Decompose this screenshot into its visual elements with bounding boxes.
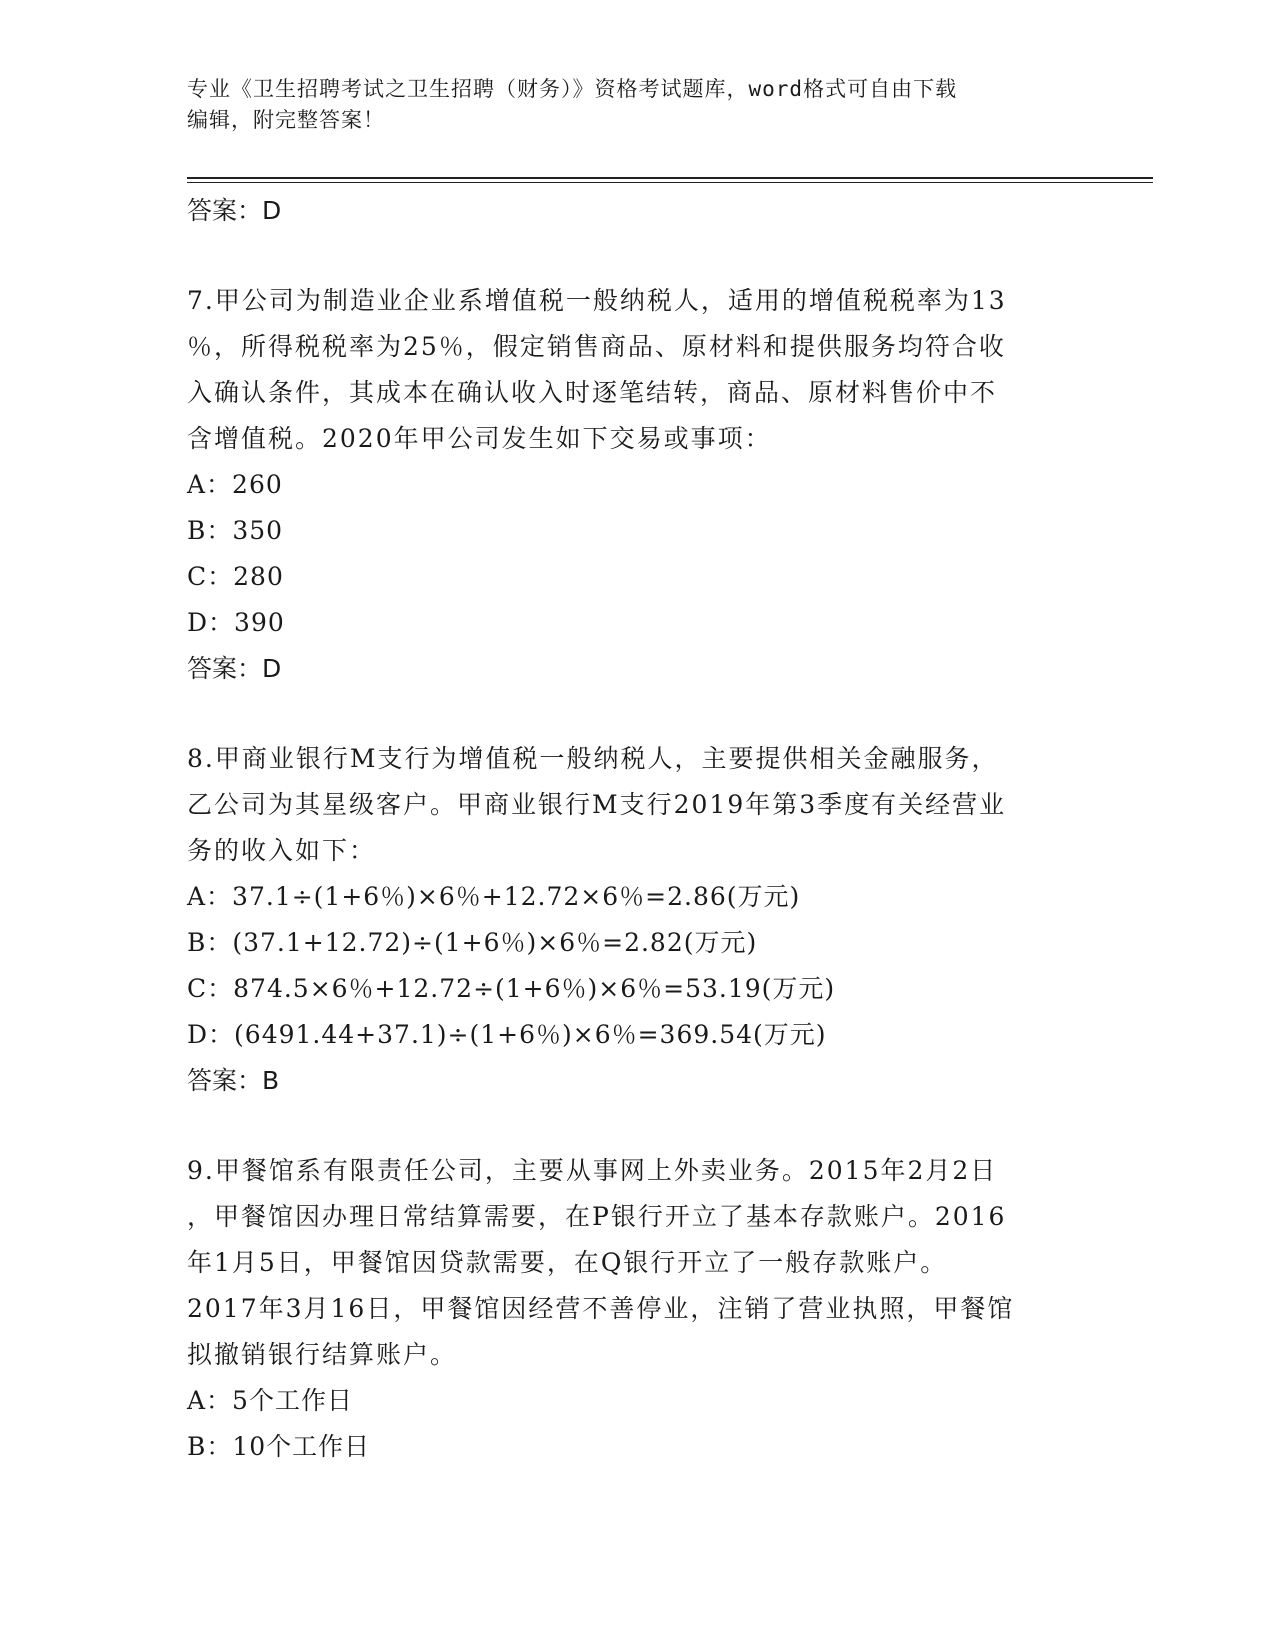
question-line: 2017年3月16日，甲餐馆因经营不善停业，注销了营业执照，甲餐馆 [187, 1294, 1015, 1323]
question-line: 年1月5日，甲餐馆因贷款需要，在Q银行开立了一般存款账户。 [187, 1248, 948, 1277]
question-line: ，甲餐馆因办理日常结算需要，在P银行开立了基本存款账户。2016 [187, 1202, 1007, 1231]
question-line: 9.甲餐馆系有限责任公司，主要从事网上外卖业务。2015年2月2日 [187, 1156, 998, 1185]
answer-label: 答案：D [187, 654, 282, 683]
question-text [187, 1148, 1087, 1378]
header-rule-thin [187, 182, 1153, 183]
page-header [187, 74, 1067, 136]
question-text [187, 278, 1087, 462]
question-text [187, 736, 1087, 874]
spacer [187, 692, 1087, 736]
question-line: 含增值税。2020年甲公司发生如下交易或事项： [187, 424, 772, 453]
spacer [187, 234, 1087, 278]
question-item [187, 736, 1087, 1104]
option-b: B：350 [187, 516, 284, 545]
header-line-1: 专业《卫生招聘考试之卫生招聘（财务）》资格考试题库，word格式可自由下载 [187, 77, 958, 101]
header-line-2: 编辑，附完整答案！ [187, 108, 385, 132]
question-line: 务的收入如下： [187, 836, 377, 865]
question-item [187, 1148, 1087, 1470]
question-line: 入确认条件，其成本在确认收入时逐笔结转，商品、原材料售价中不 [187, 378, 998, 407]
option-b: B：10个工作日 [187, 1432, 371, 1461]
question-line: 8.甲商业银行M支行为增值税一般纳税人，主要提供相关金融服务， [187, 744, 999, 773]
option-a: A：37.1÷(1+6％)×6％+12.72×6％=2.86(万元) [187, 882, 801, 911]
question-item [187, 278, 1087, 692]
option-d: D：(6491.44+37.1)÷(1+6％)×6％=369.54(万元) [187, 1020, 827, 1049]
answer-label: 答案：D [187, 196, 282, 225]
option-a: A：5个工作日 [187, 1386, 353, 1415]
question-line: 乙公司为其星级客户。甲商业银行M支行2019年第3季度有关经营业 [187, 790, 1007, 819]
option-c: C：280 [187, 562, 284, 591]
answer-label: 答案：B [187, 1066, 280, 1095]
header-rule [187, 177, 1153, 179]
option-d: D：390 [187, 608, 285, 637]
question-line: 7.甲公司为制造业企业系增值税一般纳税人，适用的增值税税率为13 [187, 286, 1007, 315]
question-list [187, 188, 1087, 1470]
question-line: 拟撤销银行结算账户。 [187, 1340, 458, 1369]
option-a: A：260 [187, 470, 283, 499]
question-line: ％，所得税税率为25％，假定销售商品、原材料和提供服务均符合收 [187, 332, 1006, 361]
option-b: B：(37.1+12.72)÷(1+6％)×6％=2.82(万元) [187, 928, 758, 957]
spacer [187, 1104, 1087, 1148]
option-c: C：874.5×6％+12.72÷(1+6％)×6％=53.19(万元) [187, 974, 836, 1003]
